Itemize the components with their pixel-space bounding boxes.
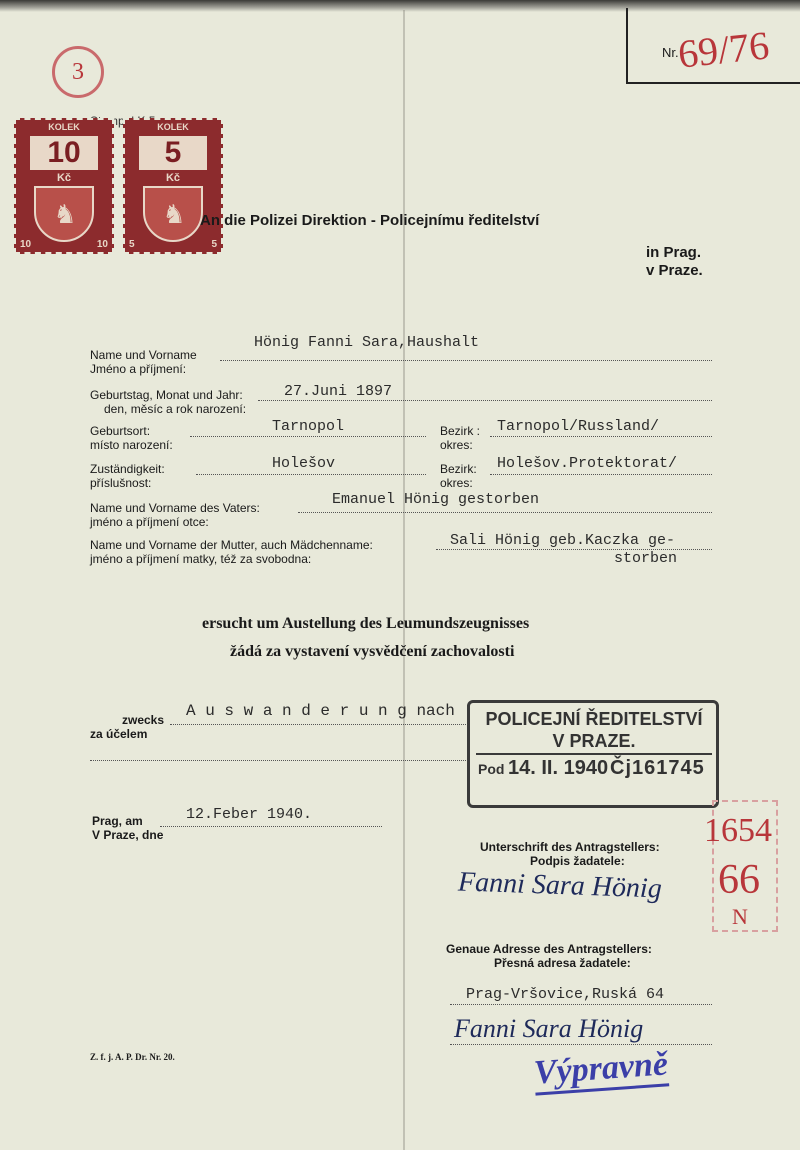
father-label-de: Name und Vorname des Vaters:	[90, 501, 260, 515]
birth-district-value: Tarnopol/Russland/	[497, 418, 660, 435]
date-label-cz: V Praze, dne	[92, 828, 164, 842]
mother-label-cz: jméno a příjmení matky, též za svobodna:	[90, 552, 312, 566]
father-label-cz: jméno a příjmení otce:	[90, 515, 209, 529]
city-de: in Prag.	[646, 244, 702, 261]
police-directorate-stamp: POLICEJNÍ ŘEDITELSTVÍ V PRAZE. Pod 14. II. 1940 Čj161745	[467, 700, 719, 808]
red-number-2: 66	[718, 857, 760, 903]
date-label-de: Prag, am	[92, 814, 143, 828]
form-code: Z. f. j. A. P. Dr. Nr. 20.	[90, 1052, 175, 1062]
address-label-cz: Přesná adresa žadatele:	[494, 956, 631, 970]
city-cz: v Praze.	[646, 262, 703, 279]
address-signature: Fanni Sara Hönig	[454, 1014, 644, 1043]
request-cz: žádá za vystavení vysvědčení zachovalosti	[230, 643, 515, 660]
nr-label: Nr.	[662, 45, 679, 60]
red-mark: N	[732, 904, 748, 929]
address-value: Prag-Vršovice,Ruská 64	[466, 986, 665, 1003]
mother-value-line2: storben	[614, 550, 678, 567]
date-value: 12.Feber 1940.	[186, 806, 313, 823]
name-label-cz: Jméno a příjmení:	[90, 362, 187, 376]
circle-number: 3	[52, 46, 104, 98]
competence-district-label-cz: okres:	[440, 476, 473, 490]
vypravne-stamp: Výpravně	[533, 1045, 670, 1095]
competence-district-value: Holešov.Protektorat/	[497, 455, 678, 472]
birth-district-label-de: Bezirk :	[440, 424, 481, 438]
revenue-stamp-10: KOLEK 10 Kč ♞ 10 10	[14, 118, 114, 254]
revenue-stamp-5: KOLEK 5 Kč ♞ 5 5	[123, 118, 223, 254]
request-de: ersucht um Austellung des Leumundszeugnisses	[202, 615, 530, 632]
purpose-label-de: zwecks	[122, 713, 165, 727]
signature-label-cz: Podpis žadatele:	[530, 854, 625, 868]
lion-emblem-icon: ♞	[143, 186, 203, 242]
purpose-value: A u s w a n d e r u n g nach	[186, 702, 455, 720]
lion-emblem-icon: ♞	[34, 186, 94, 242]
mother-value-line1: Sali Hönig geb.Kaczka ge-	[450, 532, 676, 549]
addressee: An die Polizei Direktion - Policejnímu ředitelství	[200, 212, 540, 229]
birth-label-cz: den, měsíc a rok narození:	[104, 402, 247, 416]
name-label-de: Name und Vorname	[90, 348, 197, 362]
purpose-label-cz: za účelem	[90, 727, 148, 741]
signature-label-de: Unterschrift des Antragstellers:	[480, 840, 660, 854]
birth-district-label-cz: okres:	[440, 438, 473, 452]
nr-handwritten: 69/76	[675, 22, 772, 77]
birthplace-label-cz: místo narození:	[90, 438, 173, 452]
birthplace-label-de: Geburtsort:	[90, 424, 151, 438]
applicant-signature: Fanni Sara Hönig	[457, 866, 663, 905]
father-value: Emanuel Hönig gestorben	[332, 491, 540, 508]
paper-fold	[403, 10, 405, 1150]
competence-district-label-de: Bezirk:	[440, 462, 477, 476]
address-label-de: Genaue Adresse des Antragstellers:	[446, 942, 652, 956]
birthplace-value: Tarnopol	[272, 418, 345, 435]
competence-label-cz: příslušnost:	[90, 476, 152, 490]
number-box	[626, 8, 800, 84]
name-value: Hönig Fanni Sara,Haushalt	[254, 334, 480, 351]
red-number: 1654	[704, 812, 772, 849]
mother-label-de: Name und Vorname der Mutter, auch Mädchenname:	[90, 538, 373, 552]
birth-value: 27.Juni 1897	[284, 383, 393, 400]
competence-value: Holešov	[272, 455, 336, 472]
birth-label-de: Geburtstag, Monat und Jahr:	[90, 388, 243, 402]
competence-label-de: Zuständigkeit:	[90, 462, 165, 476]
